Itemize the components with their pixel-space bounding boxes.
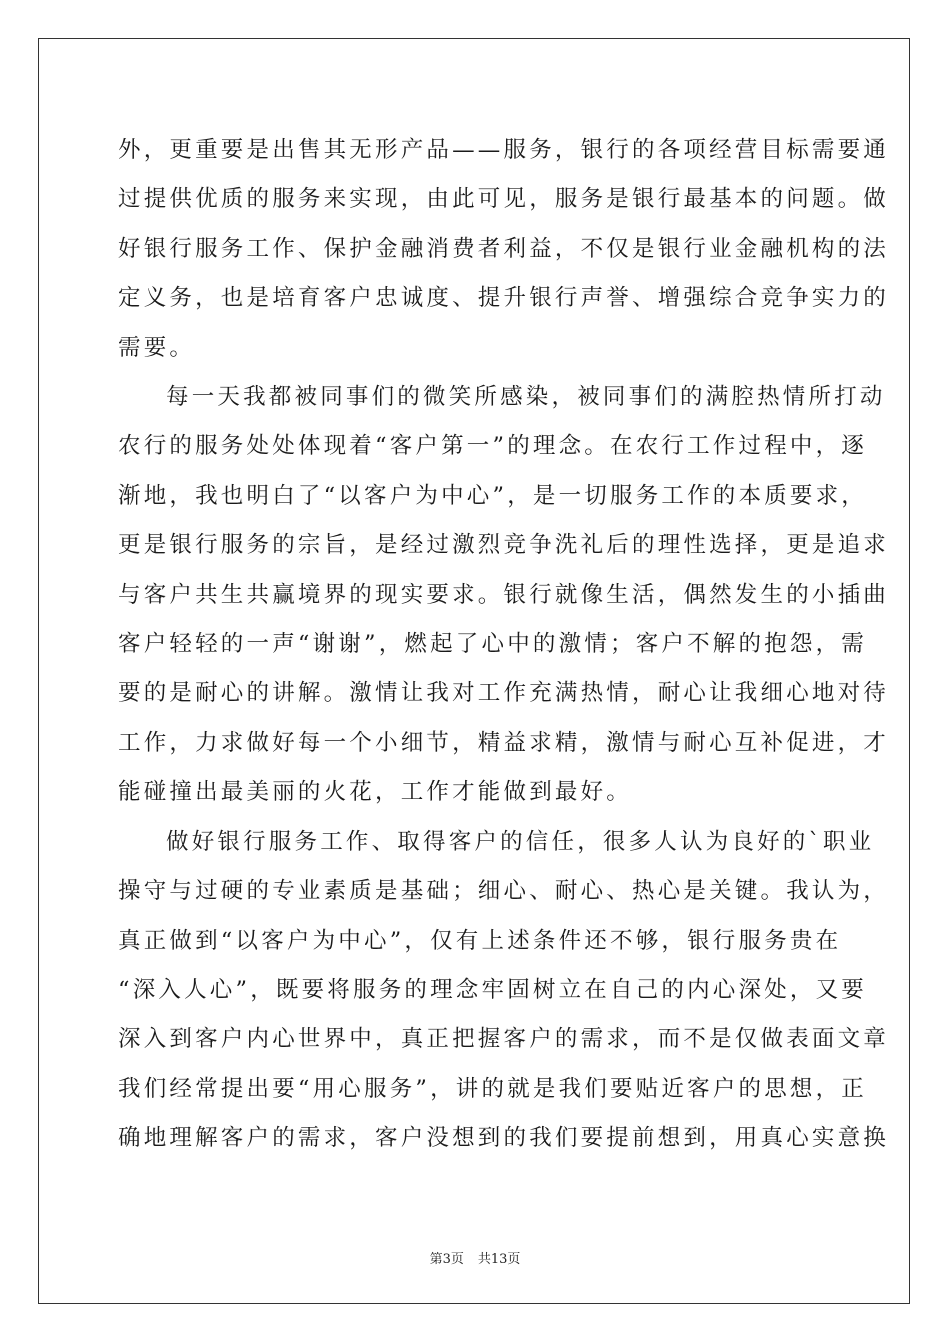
text-line: 农行的服务处处体现着“客户第一”的理念。在农行工作过程中，逐 [118,433,868,460]
page-total: 共13页 [477,1252,521,1267]
text-line: 定义务，也是培育客户忠诚度、提升银行声誉、增强综合竞争实力的 [118,285,890,312]
text-line: 外，更重要是出售其无形产品——服务，银行的各项经营目标需要通 [118,137,890,163]
paragraph-2 [118,373,890,818]
text-line: 渐地，我也明白了“以客户为中心”，是一切服务工作的本质要求， [118,482,868,509]
text-line: 要的是耐心的讲解。激情让我对工作充满热情，耐心让我细心地对待 [118,680,890,707]
text-line: 更是银行服务的宗旨，是经过激烈竞争洗礼后的理性选择，更是追求 [118,532,890,559]
text-line: 需要。 [118,334,196,361]
paragraph-3 [118,818,890,1164]
document-body [118,126,890,1164]
text-line: 与客户共生共赢境界的现实要求。银行就像生活，偶然发生的小插曲 [118,581,890,608]
text-line: 好银行服务工作、保护金融消费者利益，不仅是银行业金融机构的法 [118,235,890,262]
text-line: 真正做到“以客户为中心”，仅有上述条件还不够，银行服务贵在 [118,927,842,954]
text-line: 工作，力求做好每一个小细节，精益求精，激情与耐心互补促进，才 [118,729,890,756]
text-line: 确地理解客户的需求，客户没想到的我们要提前想到，用真心实意换 [118,1125,890,1152]
text-line: 每一天我都被同事们的微笑所感染，被同事们的满腔热情所打动 [166,384,886,411]
text-line: 过提供优质的服务来实现，由此可见，服务是银行最基本的问题。做 [118,186,890,213]
text-line: “深入人心”，既要将服务的理念牢固树立在自己的内心深处，又要 [118,976,868,1003]
text-line: 深入到客户内心世界中，真正把握客户的需求，而不是仅做表面文章 [118,1026,890,1053]
text-line: 我们经常提出要“用心服务”，讲的就是我们要贴近客户的思想，正 [118,1075,868,1102]
text-line: 做好银行服务工作、取得客户的信任，很多人认为良好的`职业 [166,828,875,855]
page-number: 第3页 [429,1252,464,1267]
text-line: 操守与过硬的专业素质是基础；细心、耐心、热心是关键。我认为， [118,878,890,905]
text-line: 能碰撞出最美丽的火花，工作才能做到最好。 [118,779,633,806]
paragraph-1 [118,126,890,373]
text-line: 客户轻轻的一声“谢谢”，燃起了心中的激情；客户不解的抱怨，需 [118,631,868,658]
page-footer [0,1248,950,1267]
